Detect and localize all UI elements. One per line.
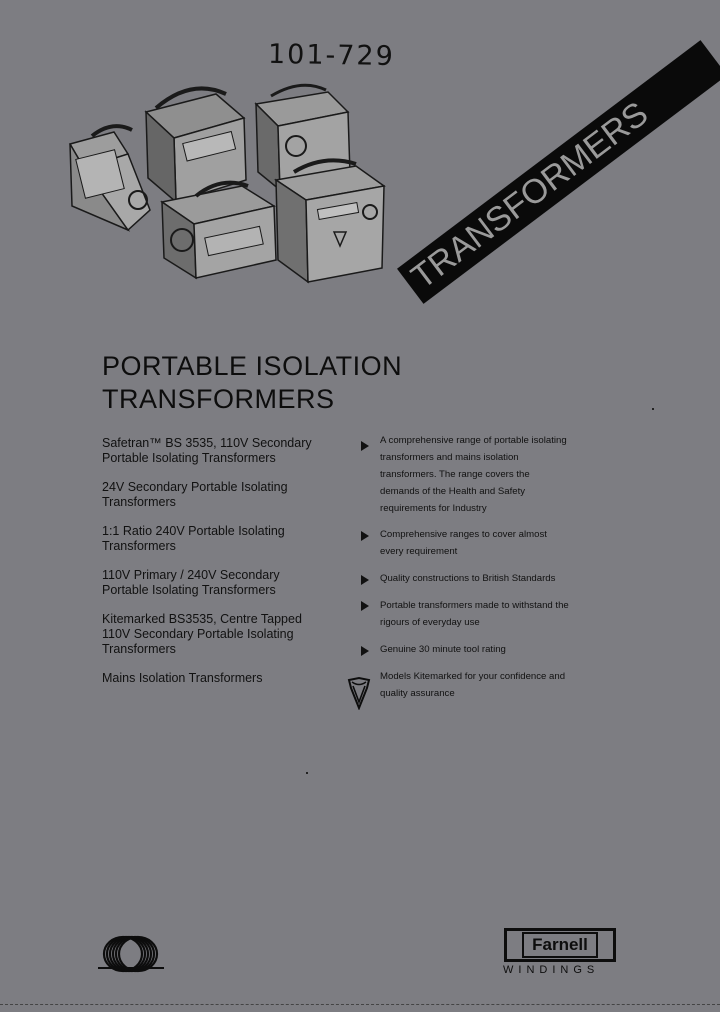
feature-line: transformers and mains isolation <box>380 452 519 463</box>
bullet-arrow-icon <box>361 575 369 585</box>
rings-logo-icon <box>98 932 164 976</box>
feature-line: A comprehensive range of portable isolating <box>380 435 567 446</box>
product-item <box>102 436 332 466</box>
speck <box>306 772 308 774</box>
title-line: TRANSFORMERS <box>102 384 335 414</box>
product-line: Mains Isolation Transformers <box>102 671 263 685</box>
feature-line: Portable transformers made to withstand the <box>380 600 569 611</box>
product-line: Transformers <box>102 642 176 656</box>
feature-line: requirements for Industry <box>380 503 487 514</box>
bullet-arrow-icon <box>361 441 369 451</box>
feature-item <box>358 570 598 587</box>
product-line: 1:1 Ratio 240V Portable Isolating <box>102 524 285 538</box>
title-line: PORTABLE ISOLATION <box>102 351 403 381</box>
feature-item <box>358 526 598 560</box>
product-item <box>102 480 332 510</box>
product-line: Safetran™ BS 3535, 110V Secondary <box>102 436 312 450</box>
feature-line: transformers. The range covers the <box>380 469 530 480</box>
speck <box>652 408 654 410</box>
product-list <box>102 436 332 700</box>
product-line: Kitemarked BS3535, Centre Tapped <box>102 612 302 626</box>
feature-item <box>358 432 598 517</box>
product-item <box>102 568 332 598</box>
product-line: Portable Isolating Transformers <box>102 583 276 597</box>
feature-line: Models Kitemarked for your confidence and <box>380 671 566 682</box>
feature-line: every requirement <box>380 546 458 557</box>
page-edge-line <box>0 1004 720 1006</box>
feature-line: Comprehensive ranges to cover almost <box>380 529 547 540</box>
feature-line: demands of the Health and Safety <box>380 486 526 497</box>
farnell-brand: Farnell <box>522 932 598 958</box>
feature-list <box>358 432 598 702</box>
product-line: 110V Secondary Portable Isolating <box>102 627 294 641</box>
product-item <box>102 612 332 657</box>
product-line: 24V Secondary Portable Isolating <box>102 480 288 494</box>
farnell-logo <box>504 928 616 962</box>
feature-line: quality assurance <box>380 688 455 699</box>
feature-line: rigours of everyday use <box>380 617 480 628</box>
feature-line: Quality constructions to British Standards <box>380 573 556 584</box>
feature-line: Genuine 30 minute tool rating <box>380 644 506 655</box>
product-line: Transformers <box>102 539 176 553</box>
banner-label: TRANSFORMERS <box>404 94 656 297</box>
bullet-arrow-icon <box>361 646 369 656</box>
bullet-arrow-icon <box>361 601 369 611</box>
handwritten-reference: 101-729 <box>267 38 396 73</box>
kitemark-icon <box>347 676 371 710</box>
page-title <box>102 350 402 416</box>
product-line: 110V Primary / 240V Secondary <box>102 568 280 582</box>
product-item <box>102 671 332 686</box>
bullet-arrow-icon <box>361 531 369 541</box>
product-line: Portable Isolating Transformers <box>102 451 276 465</box>
product-line: Transformers <box>102 495 176 509</box>
feature-item <box>358 641 598 658</box>
feature-item <box>358 597 598 631</box>
feature-item <box>358 668 598 702</box>
transformer-product-photo <box>66 82 396 294</box>
windings-label: WINDINGS <box>503 964 600 976</box>
product-item <box>102 524 332 554</box>
